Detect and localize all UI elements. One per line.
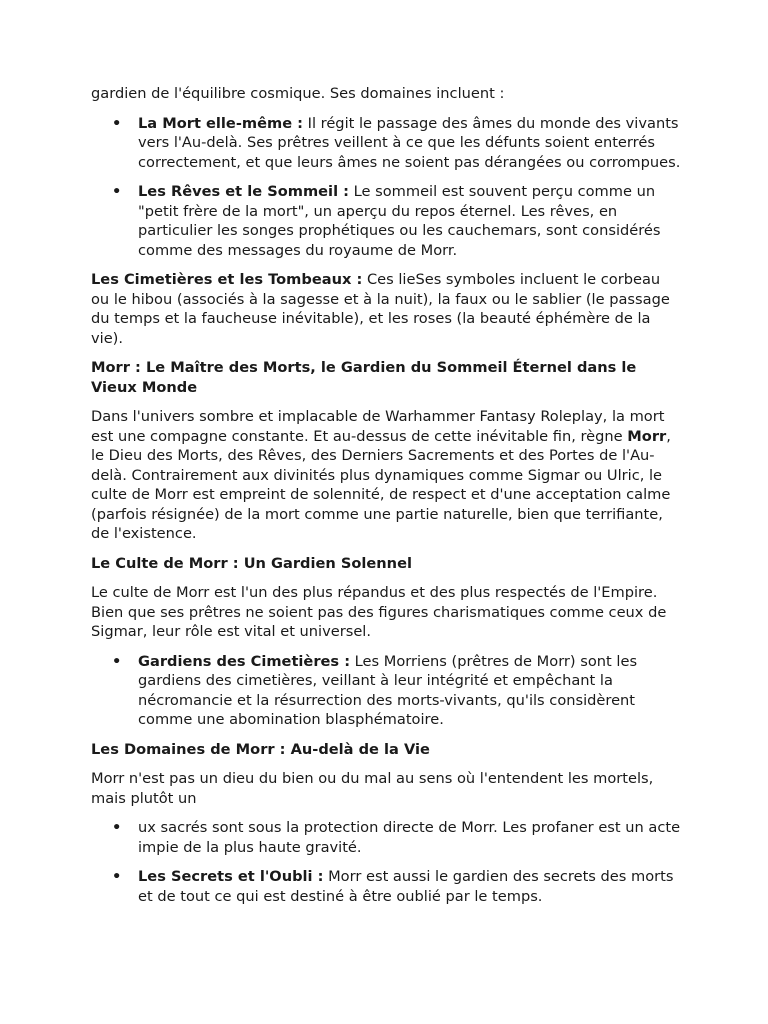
paragraph-text: , le Dieu des Morts, des Rêves, des Derniers Sacrements et des Portes de l'Au-delà. Contrairement aux divinités plus dynamiques comme Sigmar ou Ulric, le culte de Morr est empreint de solennité, de respect et d'une acceptation calme (parfois résignée) de la mort comme une partie naturelle, bien que terrifiante, de l'existence. [91,427,671,542]
list-item-text: Il régit le passage des âmes du monde des vivants vers l'Au-delà. Ses prêtres veillent à ce que les défunts soient enterrés correctement, et que leurs âmes ne soient pas dérangées ou corrompues. [138,114,681,171]
list-item-term: Les Rêves et le Sommeil : [138,183,349,200]
list-item [91,114,681,173]
domains-list [91,114,681,261]
bullet-icon: • [112,868,122,885]
intro-paragraph: gardien de l'équilibre cosmique. Ses domaines incluent : [91,85,505,102]
body-paragraph-1 [91,407,681,544]
list-item-text: Morr est aussi le gardien des secrets des morts et de tout ce qui est destiné à être oublié par le temps. [138,868,674,905]
body-paragraph-3: Morr n'est pas un dieu du bien ou du mal au sens où l'entendent les mortels, mais plutôt un [91,770,654,807]
document-title: Morr : Le Maître des Morts, le Gardien du Sommeil Éternel dans le Vieux Monde [91,359,637,396]
list-item-term: La Mort elle-même : [138,114,304,132]
list-item [91,818,681,857]
list-item-term: Gardiens des Cimetières : [138,652,351,670]
list-item-term: Les Secrets et l'Oubli : [138,868,324,885]
document-page [91,84,681,916]
cemeteries-text: Ces lieSes symboles incluent le corbeau ou le hibou (associés à la sagesse et à la nuit), la faux ou le sablier (le passage du temps et la faucheuse inévitable), et les roses (la beauté éphémère de la vie). [91,271,670,347]
list-item-text: Le sommeil est souvent perçu comme un "petit frère de la mort", un aperçu du repos éternel. Les rêves, en particulier les songes prophétiques ou les cauchemars, sont considérés comme des messages du royaume de Morr. [138,183,661,259]
culte-list [91,652,681,730]
list-item-text: ux sacrés sont sous la protection directe de Morr. Les profaner est un acte impie de la plus haute gravité. [138,819,681,856]
morr-name: Morr [627,427,667,445]
section-heading-domaines: Les Domaines de Morr : Au-delà de la Vie [91,740,430,758]
bullet-icon: • [112,819,122,836]
cemeteries-term: Les Cimetières et les Tombeaux : [91,271,363,288]
bullet-icon: • [112,183,122,200]
cemeteries-paragraph [91,270,681,348]
list-item-text: Les Morriens (prêtres de Morr) sont les gardiens des cimetières, veillant à leur intégrité et empêchant la nécromancie et la résurrection des morts-vivants, qu'ils considèrent comme une abomination blasphématoire. [138,652,638,728]
bullet-icon: • [112,652,122,670]
section-heading-culte: Le Culte de Morr : Un Gardien Solennel [91,554,412,572]
list-item [91,867,681,906]
list-item [91,652,681,730]
bullet-icon: • [112,114,122,132]
paragraph-text: Dans l'univers sombre et implacable de Warhammer Fantasy Roleplay, la mort est une compagne constante. Et au-dessus de cette inévitable fin, règne [91,408,665,445]
body-paragraph-2: Le culte de Morr est l'un des plus répandus et des plus respectés de l'Empire. Bien que ses prêtres ne soient pas des figures charismatiques comme ceux de Sigmar, leur rôle est vital et universel. [91,584,667,640]
list-item [91,182,681,260]
domaines-list [91,818,681,906]
